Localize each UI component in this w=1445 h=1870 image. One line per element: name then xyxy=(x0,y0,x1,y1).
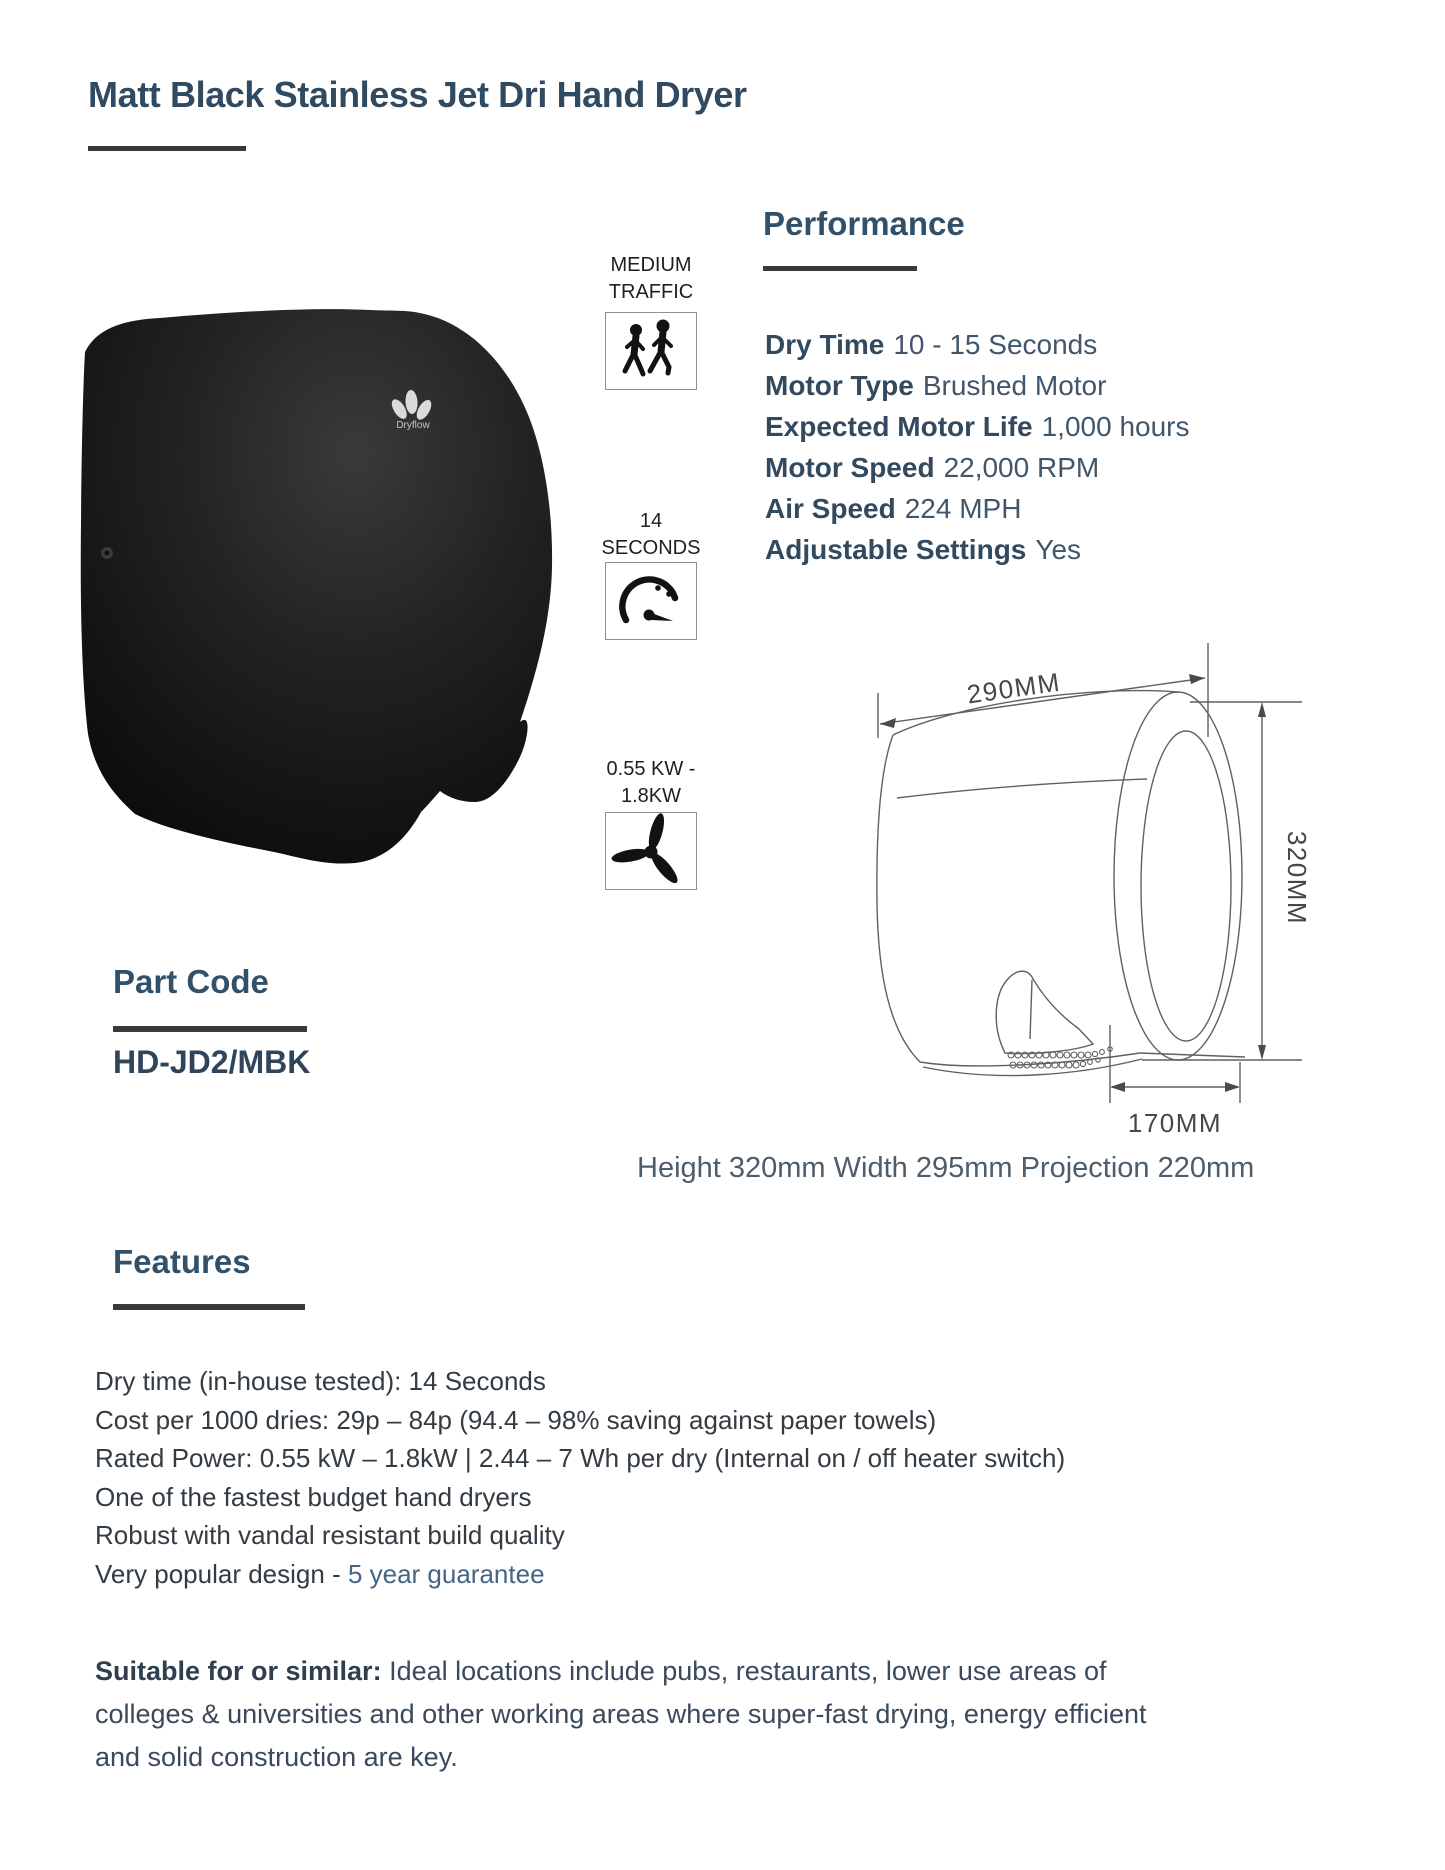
suitability-lead: Suitable for or similar: xyxy=(95,1656,382,1686)
feature-item xyxy=(95,1555,1065,1594)
suitability-line xyxy=(95,1650,1147,1693)
diagram-height-label: 320MM xyxy=(1282,830,1312,926)
spec-value: 224 MPH xyxy=(904,493,1022,524)
spec-value: 1,000 hours xyxy=(1041,411,1190,442)
spec-label: Air Speed xyxy=(765,493,896,524)
spec-value: Yes xyxy=(1035,534,1082,565)
product-image xyxy=(55,282,565,882)
spec-value: 22,000 RPM xyxy=(943,452,1100,483)
performance-spec-list xyxy=(765,324,1189,570)
spec-label: Adjustable Settings xyxy=(765,534,1027,565)
power-icon-box xyxy=(605,812,697,890)
page-title: Matt Black Stainless Jet Dri Hand Dryer xyxy=(88,74,747,115)
features-heading: Features xyxy=(113,1243,251,1280)
suitability-line: colleges & universities and other working areas where super-fast drying, energy efficient xyxy=(95,1699,1147,1729)
dimensions-caption: Height 320mm Width 295mm Projection 220mm xyxy=(637,1152,1255,1184)
screw-cap-center xyxy=(105,551,110,556)
spec-value: 10 - 15 Seconds xyxy=(893,329,1098,360)
performance-underline xyxy=(763,266,917,271)
spec-row xyxy=(765,488,1189,529)
dry-time-icon-box xyxy=(605,562,697,640)
feature-item: Rated Power: 0.55 kW – 1.8kW | 2.44 – 7 Wh per dry (Internal on / off heater switch) xyxy=(95,1443,1066,1473)
suitability-paragraph xyxy=(95,1650,1147,1779)
features-list xyxy=(95,1362,1065,1593)
part-code-underline xyxy=(113,1026,307,1032)
fan-icon xyxy=(606,813,696,889)
dry-time-badge-label: 14 SECONDS xyxy=(601,510,701,559)
dimensions-diagram xyxy=(855,635,1315,1165)
part-code-heading: Part Code xyxy=(113,963,269,1000)
spec-row xyxy=(765,406,1189,447)
feature-item: Dry time (in-house tested): 14 Seconds xyxy=(95,1366,546,1396)
brand-text: Dryflow xyxy=(396,420,430,431)
speedometer-icon xyxy=(606,563,696,639)
spec-value: Brushed Motor xyxy=(922,370,1107,401)
title-underline xyxy=(88,146,246,151)
spec-row xyxy=(765,529,1189,570)
suitability-line: and solid construction are key. xyxy=(95,1742,458,1772)
hand-dryer-body xyxy=(81,309,552,863)
spec-row xyxy=(765,365,1189,406)
diagram-projection-label: 170MM xyxy=(1127,1108,1223,1138)
spec-label: Motor Type xyxy=(765,370,914,401)
spec-label: Dry Time xyxy=(765,329,885,360)
spec-label: Expected Motor Life xyxy=(765,411,1033,442)
spec-row xyxy=(765,324,1189,365)
feature-item: One of the fastest budget hand dryers xyxy=(95,1481,532,1512)
feature-item: Cost per 1000 dries: 29p – 84p (94.4 – 98% saving against paper towels) xyxy=(95,1404,937,1435)
traffic-icon-box xyxy=(605,312,697,390)
spec-label: Motor Speed xyxy=(765,452,935,483)
suitability-text: Ideal locations include pubs, restaurants, lower use areas of xyxy=(381,1656,1107,1686)
part-code-value: HD-JD2/MBK xyxy=(113,1044,311,1080)
feature-item: Robust with vandal resistant build quality xyxy=(95,1520,565,1550)
performance-heading: Performance xyxy=(763,205,965,242)
power-badge-label: 0.55 KW - 1.8KW xyxy=(606,758,696,807)
spec-row xyxy=(765,447,1189,488)
feature-item-text: Very popular design - xyxy=(95,1558,348,1589)
features-underline xyxy=(113,1304,305,1310)
diagram-width-label: 290MM xyxy=(965,666,1063,710)
pedestrians-icon xyxy=(606,313,696,389)
guarantee-link[interactable]: 5 year guarantee xyxy=(347,1558,545,1589)
traffic-badge-label: MEDIUM TRAFFIC xyxy=(608,254,694,303)
